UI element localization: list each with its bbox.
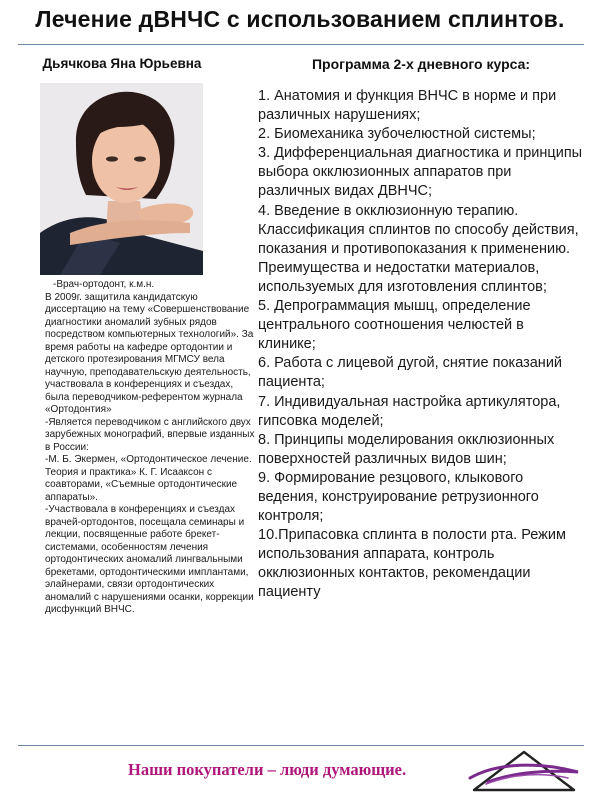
program-item: 10.Припасовка сплинта в полости рта. Режим использования аппарата, контроль окклюзионных контактов, рекомендации пациенту: [258, 527, 566, 601]
author-photo: [40, 83, 203, 275]
bio-paragraph: -М. Б. Экермен, «Ортодонтическое лечение. Теория и практика» К. Г. Исааксон с соавторами, «Съемные ортодонтические аппараты».: [45, 454, 252, 503]
footer-slogan: Наши покупатели – люди думающие.: [128, 760, 407, 779]
page-title: Лечение дВНЧС с использованием сплинтов.: [35, 6, 565, 32]
program-item: 3. Дифференциальная диагностика и принципы выбора окклюзионных аппаратов при различных видах ДВНЧС;: [258, 145, 583, 200]
program-item: 9. Формирование резцового, клыкового ведения, конструирование ретрузионного контроля;: [258, 469, 539, 525]
bio-paragraph: -Участвовала в конференциях и съездах врачей-ортодонтов, посещала семинары и лекции, посвященные работе брекет-системами, особенностям лечения ортодонтических аномалий лингвальными брекетами, ортодонтическими имплантами, элайнерами, связи ортодонтических аномалий с нарушениями осанки, коррекции дисфункций ВНЧС.: [45, 504, 254, 615]
program-item: 6. Работа с лицевой дугой, снятие показаний пациента;: [258, 355, 563, 391]
program-item: 8. Принципы моделирования окклюзионных поверхностей различных видов шин;: [258, 431, 555, 467]
program-item: 7. Индивидуальная настройка артикулятора, гипсовка моделей;: [258, 393, 561, 429]
author-bio: [45, 279, 255, 617]
author-portrait-illustration: [40, 83, 203, 275]
program-item: 5. Депрограммация мышц, определение центрального соотношения челюстей в клинике;: [258, 298, 531, 353]
program-heading: Программа 2-х дневного курса:: [311, 56, 531, 72]
author-name: Дьячкова Яна Юрьевна: [42, 56, 202, 71]
footer-divider: [18, 745, 584, 746]
title-divider: [18, 44, 584, 45]
program-item: 4. Введение в окклюзионную терапию. Классификация сплинтов по способу действия, показания и противопоказания к применению.: [258, 202, 579, 257]
bio-paragraph: -Является переводчиком с английского двух зарубежных монографий, впервые изданных в России:: [45, 416, 255, 453]
bio-paragraph: В 2009г. защитила кандидатскую диссертацию на тему «Совершенствование диагностики аномалий зубных рядов посредством компьютерных технологий». За время работы на кафедре ортодонтии и детского протезирования МГМСУ вела научную, преподавательскую деятельность, участвовала в конференциях и съездах, была переводчиком-референтом журнала «Ортодонтия»: [45, 291, 254, 415]
program-item: 1. Анатомия и функция ВНЧС в норме и при различных нарушениях;: [258, 88, 557, 124]
program-list: [258, 87, 583, 603]
program-item: Преимущества и недостатки материалов, используемых для изготовления сплинтов;: [258, 259, 547, 295]
program-item: 2. Биомеханика зубочелюстной системы;: [258, 126, 536, 143]
bio-paragraph: -Врач-ортодонт, к.м.н.: [53, 279, 155, 290]
triangle-logo-icon: [468, 748, 580, 794]
company-logo: [468, 748, 580, 794]
